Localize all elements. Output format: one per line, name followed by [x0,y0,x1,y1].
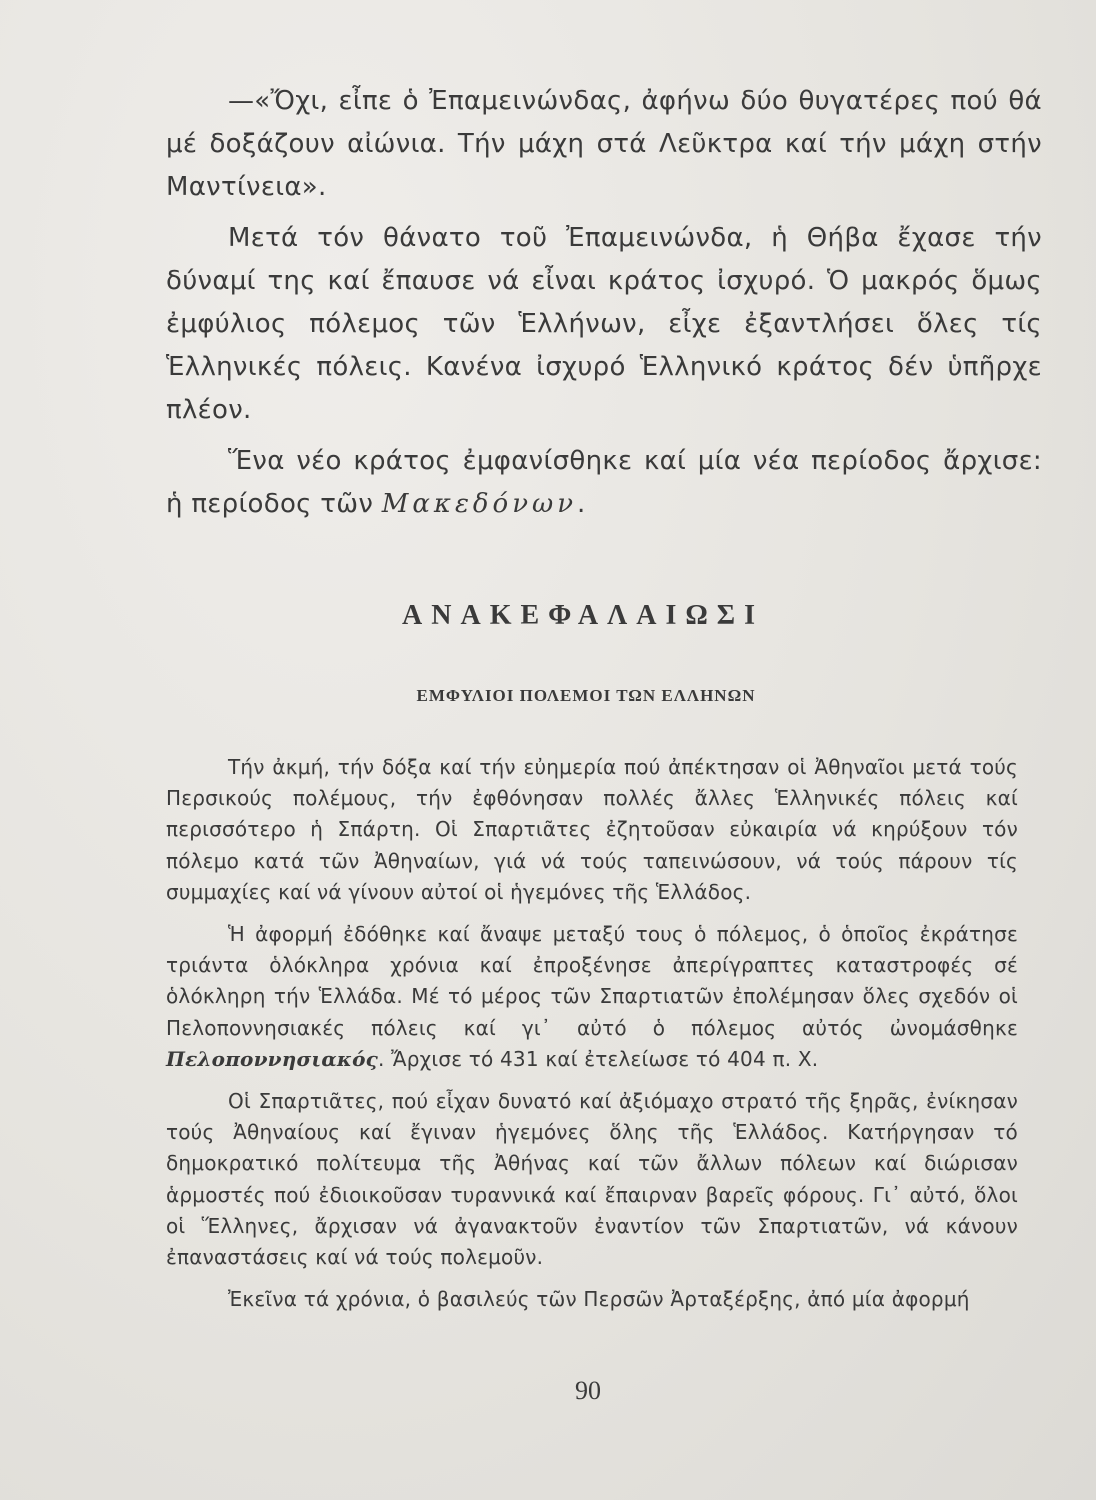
summary-paragraph-2-end: . Ἄρχισε τό 431 καί ἐτελείωσε τό 404 π. Χ. [378,1046,819,1071]
summary-text-block [166,752,1018,1326]
summary-subtitle: ΕΜΦΥΛΙΟΙ ΠΟΛΕΜΟΙ ΤΩΝ ΕΛΛΗΝΩΝ [416,686,756,705]
summary-title: ΑΝΑΚΕΦΑΛΑΙΩΣΙ [402,600,764,631]
peloponnesian-emphasis: Πελοποννησιακός [166,1046,379,1071]
summary-paragraph-2 [166,919,1018,1075]
summary-paragraph-4: Ἐκεῖνα τά χρόνια, ὁ βασιλεύς τῶν Περσῶν Ἀρταξέρξης, ἀπό μία ἀφορμή [228,1287,970,1312]
summary-paragraph-1: Τήν ἀκμή, τήν δόξα καί τήν εὐημερία πού ἀπέκτησαν οἱ Ἀθηναῖοι μετά τούς Περσικούς πολέμους, τήν ἐφθόνησαν πολλές ἄλλες Ἑλληνικές πόλεις καί περισσότερο ἡ Σπάρτη. Οἱ Σπαρτιᾶτες ἐζητοῦσαν εὐκαιρία νά κηρύξουν τόν πόλεμο κατά τῶν Ἀθηναίων, γιά νά τούς ταπεινώσουν, νά τούς πάρουν τίς συμμαχίες καί νά γίνουν αὐτοί οἱ ἡγεμόνες τῆς Ἑλλάδος. [166,755,1018,904]
upper-paragraph-3-start: Ἕνα νέο κράτος ἐμφανίσθηκε καί μία νέα περίοδος ἄρχισε: ἡ περίοδος τῶν [166,446,1042,519]
upper-paragraph-2: Μετά τόν θάνατο τοῦ Ἐπαμεινώνδα, ἡ Θήβα ἔχασε τήν δύναμί της καί ἔπαυσε νά εἶναι κράτος ἰσχυρό. Ὁ μακρός ὅμως ἐμφύλιος πόλεμος τῶν Ἑλλήνων, εἶχε ἐξαντλήσει ὅλες τίς Ἑλληνικές πόλεις. Κανένα ἰσχυρό Ἑλληνικό κράτος δέν ὑπῆρχε πλέον. [166,223,1042,425]
summary-paragraph-2-start: Ἡ ἀφορμή ἐδόθηκε καί ἄναψε μεταξύ τους ὁ πόλεμος, ὁ ὁποῖος ἐκράτησε τριάντα ὁλόκληρα χρόνια καί ἐπροξένησε ἀπερίγραπτες καταστροφές σέ ὁλόκληρη τήν Ἑλλάδα. Μέ τό μέρος τῶν Σπαρτιατῶν ἐπολέμησαν ὅλες σχεδόν οἱ Πελοποννησιακές πόλεις καί γι᾽ αὐτό ὁ πόλεμος αὐτός ὠνομάσθηκε [166,922,1018,1040]
upper-paragraph-3 [166,440,1042,526]
upper-text-block [166,80,1042,534]
summary-paragraph-3: Οἱ Σπαρτιᾶτες, πού εἶχαν δυνατό καί ἀξιόμαχο στρατό τῆς ξηρᾶς, ἐνίκησαν τούς Ἀθηναίους καί ἔγιναν ἡγεμόνες ὅλης τῆς Ἑλλάδος. Κατήργησαν τό δημοκρατικό πολίτευμα τῆς Ἀθήνας καί τῶν ἄλλων πόλεων καί διώρισαν ἁρμοστές πού ἐδιοικοῦσαν τυραννικά καί ἔπαιρναν βαρεῖς φόρους. Γι᾽ αὐτό, ὅλοι οἱ Ἕλληνες, ἄρχισαν νά ἀγανακτοῦν ἐναντίον τῶν Σπαρτιατῶν, νά κάνουν ἐπαναστάσεις καί νά τούς πολεμοῦν. [166,1089,1018,1270]
macedonians-emphasis: Μακεδόνων [381,489,578,519]
upper-paragraph-3-end: . [577,489,586,519]
upper-paragraph-1: —«Ὄχι, εἶπε ὁ Ἐπαμεινώνδας, ἀφήνω δύο θυγατέρες πού θά μέ δοξάζουν αἰώνια. Τήν μάχη στά Λεῦκτρα καί τήν μάχη στήν Μαντίνεια». [166,86,1042,202]
page-number: 90 [575,1376,601,1405]
